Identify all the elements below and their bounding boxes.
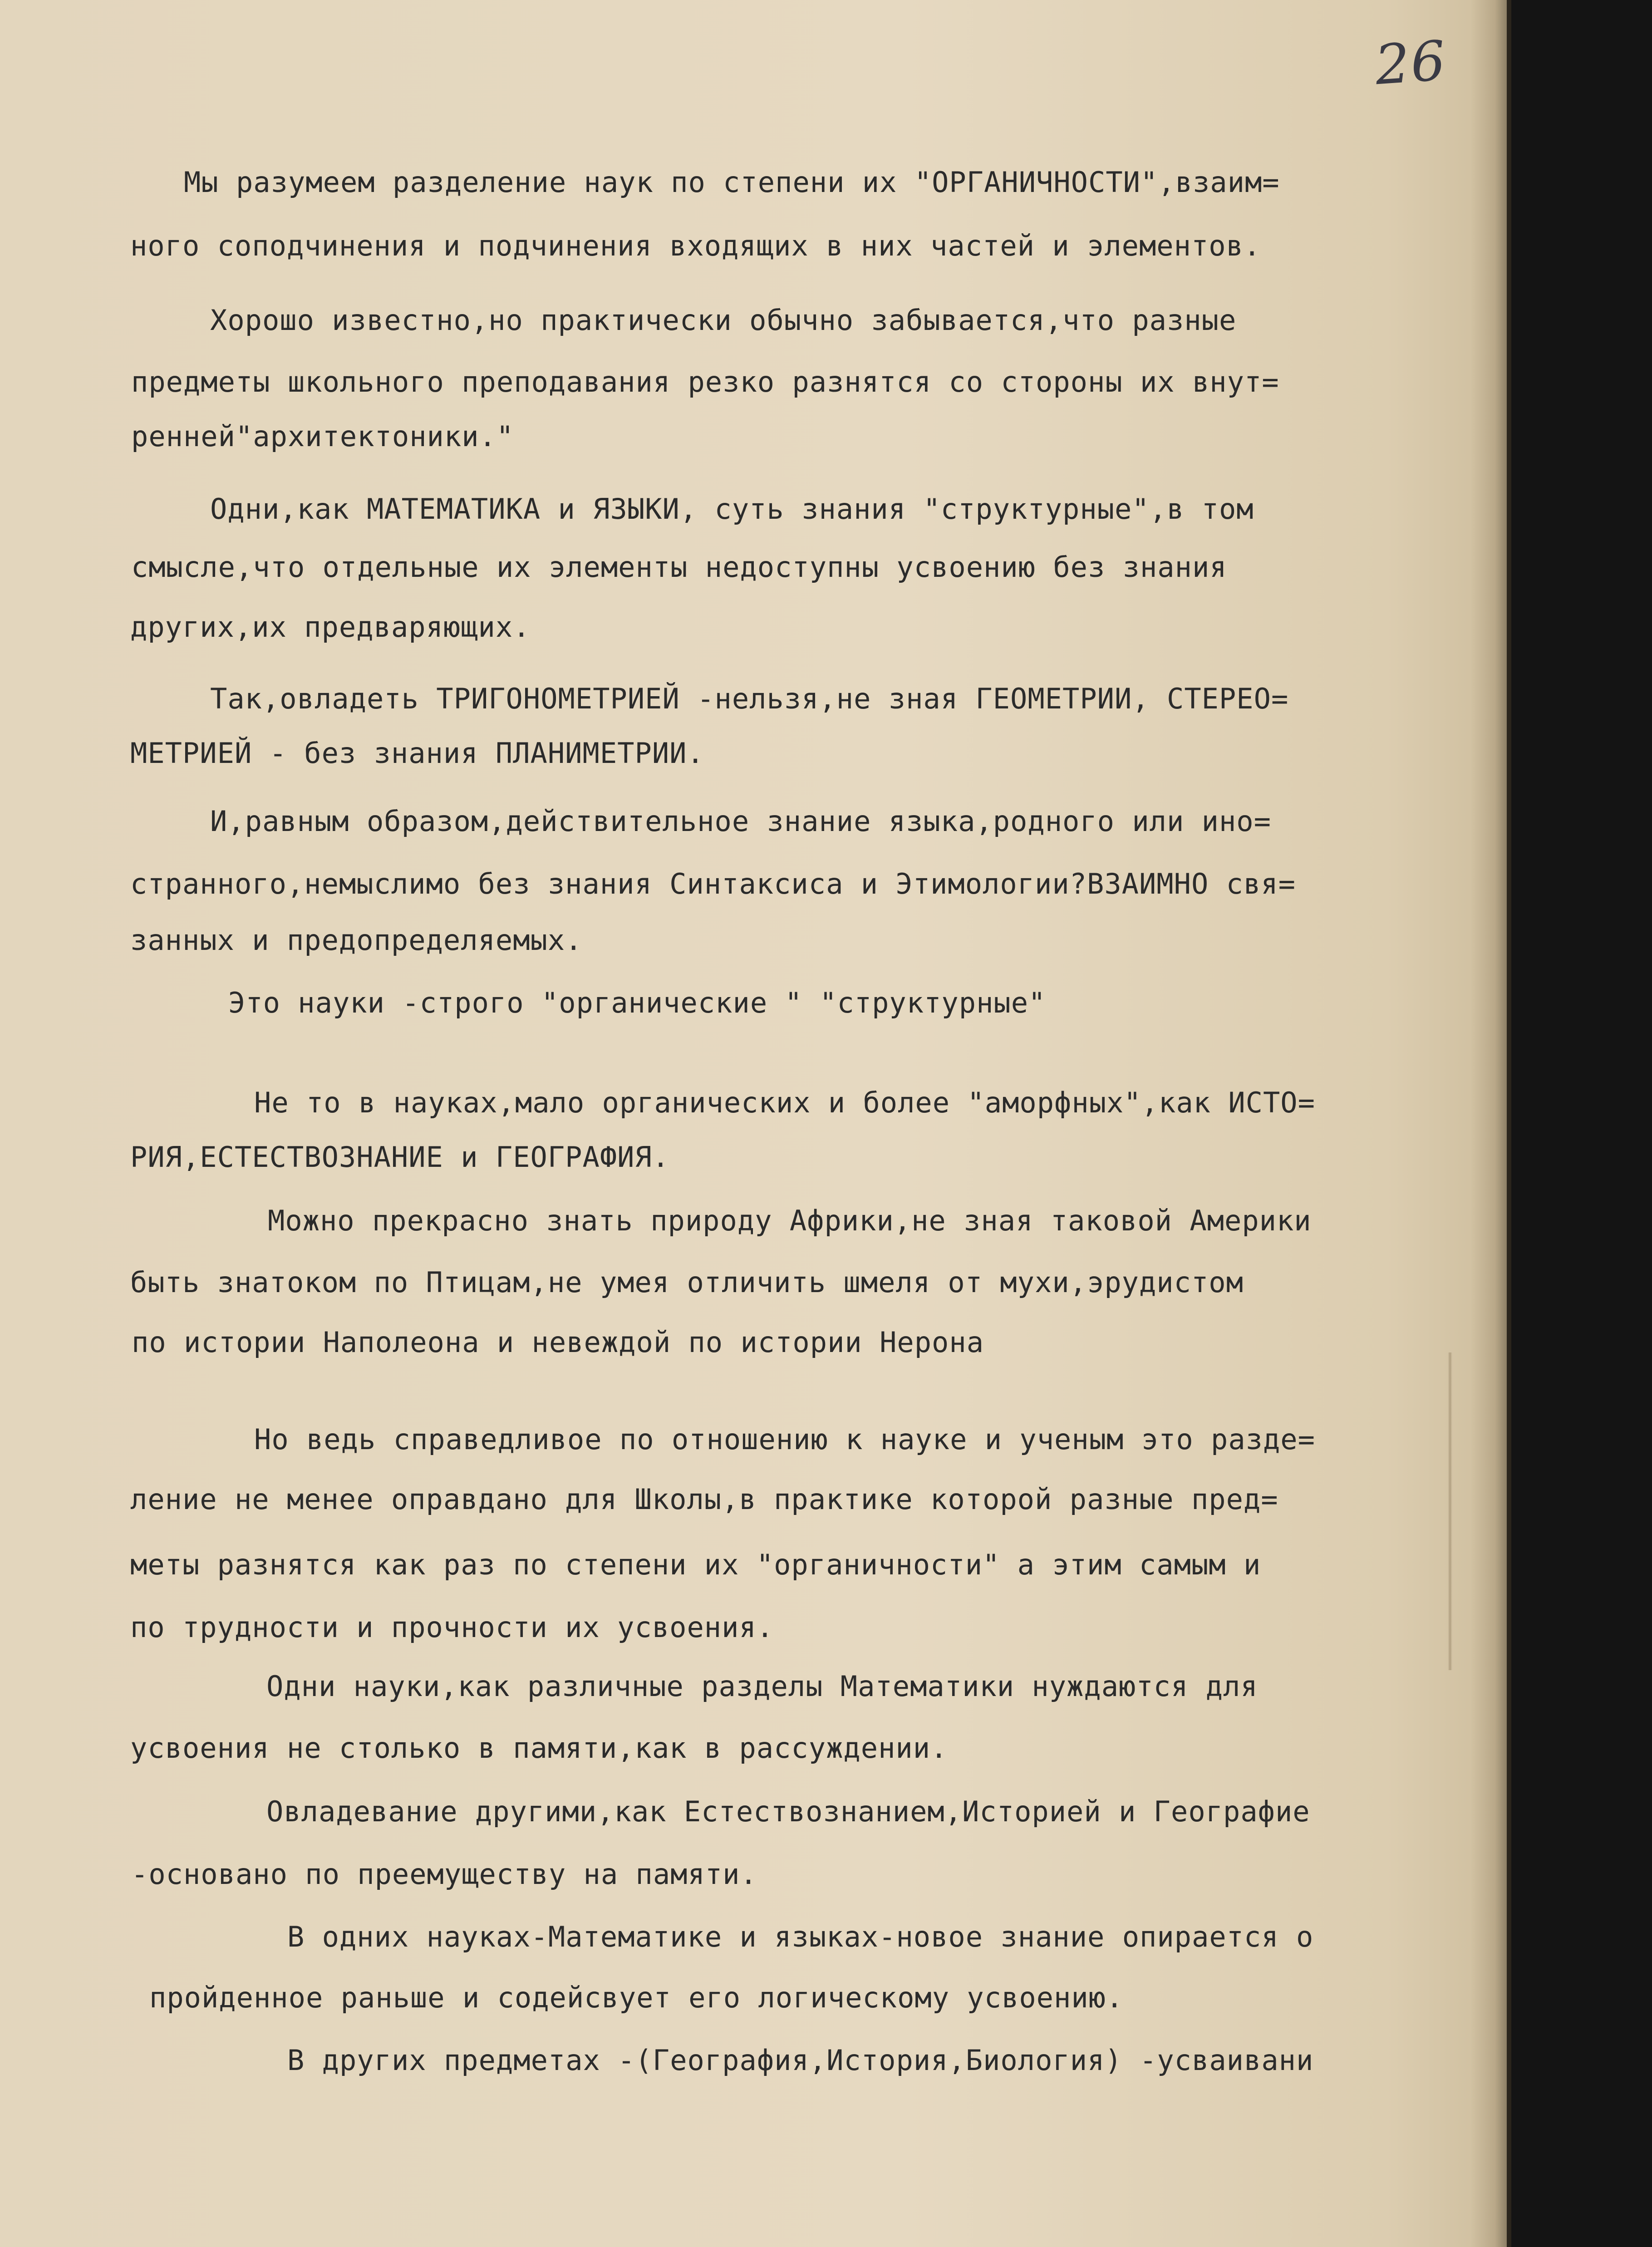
- text-line: Не то в науках,мало органических и более "аморфных",как ИСТО=: [254, 1086, 1315, 1119]
- text-line: Хорошо известно,но практически обычно забывается,что разные: [210, 304, 1237, 337]
- text-line: И,равным образом,действительное знание языка,родного или ино=: [210, 805, 1271, 838]
- text-line: по истории Наполеона и невеждой по истории Нерона: [132, 1326, 984, 1359]
- text-line: предметы школьного преподавания резко разнятся со стороны их внут=: [131, 365, 1279, 398]
- text-line: других,их предваряющих.: [130, 610, 531, 644]
- text-line: В других предметах -(География,История,Биология) -усваивани: [287, 2044, 1314, 2077]
- text-line: ренней"архитектоники.": [131, 420, 514, 453]
- text-line: Овладевание другими,как Естествознанием,Историей и Географие: [266, 1795, 1310, 1828]
- text-line: РИЯ,ЕСТЕСТВОЗНАНИЕ и ГЕОГРАФИЯ.: [130, 1141, 670, 1174]
- text-line: по трудности и прочности их усвоения.: [130, 1611, 774, 1644]
- paper-crease: [1448, 1352, 1452, 1670]
- text-line: Но ведь справедливое по отношению к науке и ученым это разде=: [254, 1423, 1315, 1456]
- text-line: усвоения не столько в памяти,как в рассуждении.: [130, 1731, 948, 1765]
- text-line: Это науки -строго "органические " "структурные": [228, 986, 1046, 1019]
- text-line: странного,немыслимо без знания Синтаксиса и Этимологии?ВЗАИМНО свя=: [130, 867, 1296, 900]
- paper-edge-shadow: [1470, 0, 1511, 2247]
- text-line: Одни,как МАТЕМАТИКА и ЯЗЫКИ, суть знания "структурные",в том: [210, 492, 1254, 526]
- text-line: занных и предопределяемых.: [130, 924, 583, 957]
- text-line: Одни науки,как различные разделы Математики нуждаются для: [266, 1670, 1258, 1703]
- text-line: быть знатоком по Птицам,не умея отличить шмеля от мухи,эрудистом: [130, 1266, 1244, 1299]
- text-line: Мы разумеем разделение наук по степени их "ОРГАНИЧНОСТИ",взаим=: [184, 166, 1280, 199]
- text-line: МЕТРИЕЙ - без знания ПЛАНИМЕТРИИ.: [130, 737, 704, 770]
- text-line: ление не менее оправдано для Школы,в практике которой разные пред=: [130, 1483, 1278, 1516]
- text-line: -основано по преемуществу на памяти.: [131, 1858, 757, 1891]
- text-line: В одних науках-Математике и языках-новое знание опирается о: [287, 1920, 1314, 1953]
- text-line: пройденное раньше и содейсвует его логическому усвоению.: [149, 1981, 1124, 2014]
- text-line: смысле,что отдельные их элементы недоступны усвоению без знания: [131, 551, 1227, 584]
- text-line: Так,овладеть ТРИГОНОМЕТРИЕЙ -нельзя,не зная ГЕОМЕТРИИ, СТЕРЕО=: [210, 682, 1289, 715]
- handwritten-page-number: 26: [1373, 29, 1449, 98]
- text-line: ного соподчинения и подчинения входящих в них частей и элементов.: [130, 229, 1261, 262]
- text-line: меты разнятся как раз по степени их "органичности" а этим самым и: [130, 1548, 1261, 1581]
- text-line: Можно прекрасно знать природу Африки,не зная таковой Америки: [268, 1204, 1312, 1237]
